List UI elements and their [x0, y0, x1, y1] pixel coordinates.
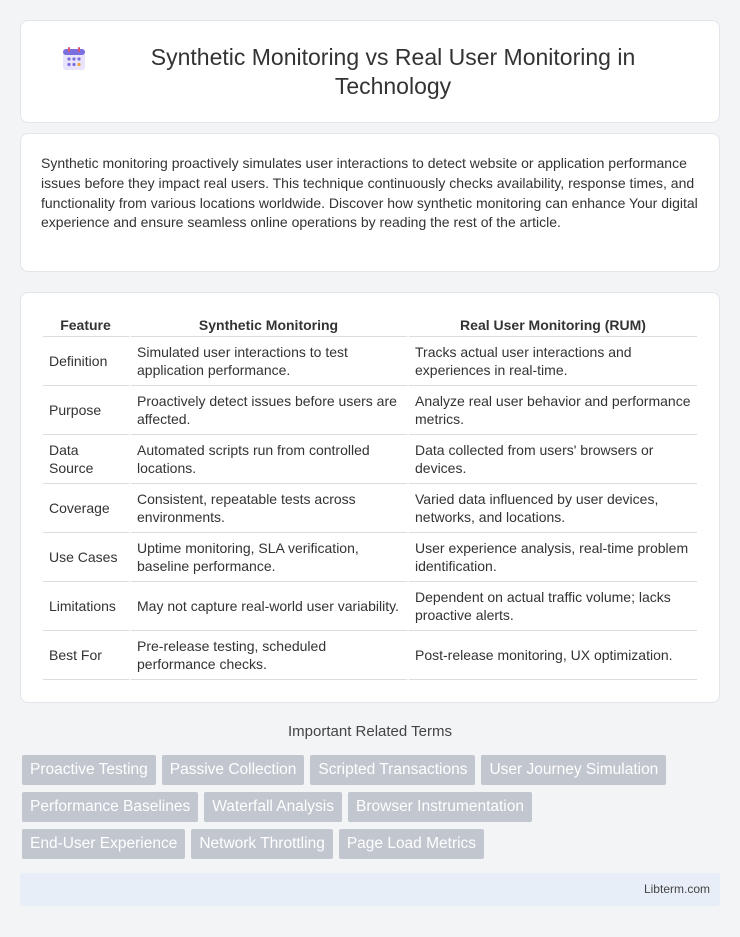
- tag-browser-instrumentation[interactable]: Browser Instrumentation: [348, 792, 532, 822]
- intro-card: [20, 133, 720, 272]
- header-rum: Real User Monitoring (RUM): [409, 313, 697, 337]
- row-feature: Definition: [43, 337, 131, 386]
- row-synthetic: Uptime monitoring, SLA verification, baseline performance.: [131, 533, 409, 582]
- row-rum: Data collected from users' browsers or devices.: [409, 435, 697, 484]
- table-row: [43, 631, 697, 680]
- footer-site-link[interactable]: Libterm.com: [643, 882, 710, 896]
- footer: [20, 873, 720, 906]
- tag-page-load-metrics[interactable]: Page Load Metrics: [339, 829, 484, 859]
- tag-user-journey-simulation[interactable]: User Journey Simulation: [481, 755, 666, 785]
- table-row: [43, 484, 697, 533]
- table-row: [43, 435, 697, 484]
- comparison-table-card: [20, 292, 720, 703]
- page-title: Synthetic Monitoring vs Real User Monitoring in Technology: [150, 43, 636, 99]
- header-feature: Feature: [43, 313, 131, 337]
- header-card: [20, 20, 720, 123]
- related-terms-title: Important Related Terms: [288, 723, 452, 740]
- table-row: [43, 386, 697, 435]
- row-rum: Analyze real user behavior and performance metrics.: [409, 386, 697, 435]
- table-row: [43, 533, 697, 582]
- row-feature: Coverage: [43, 484, 131, 533]
- table-row: [43, 582, 697, 631]
- row-synthetic: Automated scripts run from controlled locations.: [131, 435, 409, 484]
- tag-waterfall-analysis[interactable]: Waterfall Analysis: [204, 792, 342, 822]
- row-rum: Dependent on actual traffic volume; lacks proactive alerts.: [409, 582, 697, 631]
- table-header-row: [43, 313, 697, 337]
- row-synthetic: May not capture real-world user variability.: [131, 582, 409, 631]
- tag-performance-baselines[interactable]: Performance Baselines: [22, 792, 198, 822]
- tag-row: [22, 829, 722, 859]
- tag-passive-collection[interactable]: Passive Collection: [162, 755, 305, 785]
- tag-row: [22, 755, 722, 785]
- tag-end-user-experience[interactable]: End-User Experience: [22, 829, 185, 859]
- header-synthetic: Synthetic Monitoring: [131, 313, 409, 337]
- row-rum: Varied data influenced by user devices, networks, and locations.: [409, 484, 697, 533]
- row-rum: User experience analysis, real-time problem identification.: [409, 533, 697, 582]
- row-feature: Limitations: [43, 582, 131, 631]
- tag-scripted-transactions[interactable]: Scripted Transactions: [310, 755, 475, 785]
- row-rum: Tracks actual user interactions and experiences in real-time.: [409, 337, 697, 386]
- row-feature: Use Cases: [43, 533, 131, 582]
- row-rum: Post-release monitoring, UX optimization.: [409, 631, 697, 680]
- row-feature: Data Source: [43, 435, 131, 484]
- comparison-table: [43, 313, 697, 680]
- row-synthetic: Consistent, repeatable tests across environments.: [131, 484, 409, 533]
- document-grid-icon: [61, 46, 87, 72]
- row-feature: Purpose: [43, 386, 131, 435]
- tag-row: [22, 792, 722, 822]
- tag-network-throttling[interactable]: Network Throttling: [191, 829, 332, 859]
- tag-proactive-testing[interactable]: Proactive Testing: [22, 755, 156, 785]
- intro-paragraph: Synthetic monitoring proactively simulates user interactions to detect website or application performance issues before they impact real users. This technique continuously checks availability, response times, and functionality from various locations worldwide. Discover how synthetic monitoring can enhance Your digital experience and ensure seamless online operations by reading the rest of the article.: [41, 155, 698, 231]
- row-synthetic: Pre-release testing, scheduled performance checks.: [131, 631, 409, 680]
- row-feature: Best For: [43, 631, 131, 680]
- row-synthetic: Simulated user interactions to test application performance.: [131, 337, 409, 386]
- row-synthetic: Proactively detect issues before users are affected.: [131, 386, 409, 435]
- related-terms-tags: [22, 755, 722, 866]
- table-row: [43, 337, 697, 386]
